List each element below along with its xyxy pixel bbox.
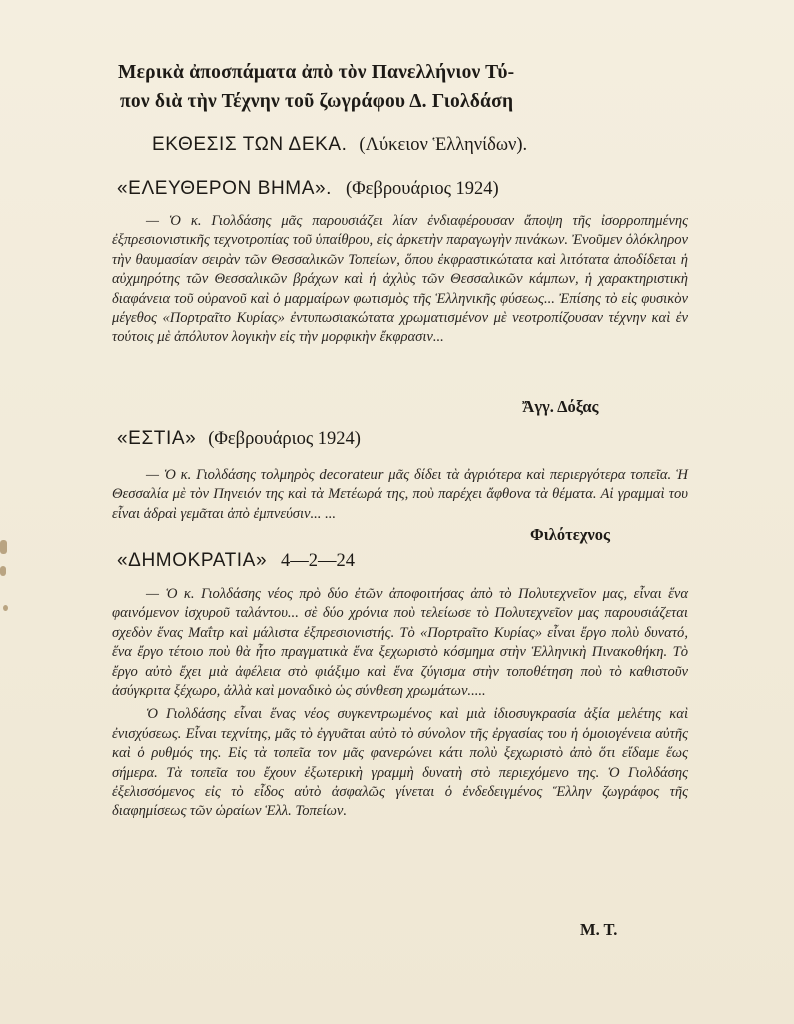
title-line-2: πον διὰ τὴν Τέχνην τοῦ ζωγράφου Δ. Γιολδάση bbox=[120, 91, 514, 112]
section-source: «ΔΗΜΟΚΡΑΤΙΑ» bbox=[117, 550, 268, 571]
section-heading bbox=[117, 428, 361, 450]
title-line-1: Μερικὰ ἀποσπάματα ἀπὸ τὸν Πανελλήνιον Τύ- bbox=[118, 62, 515, 83]
paragraph: — Ὁ κ. Γιολδάσης μᾶς παρουσιάζει λίαν ἐνδιαφέρουσαν ἄποψη τῆς ἰσορροπημένης ἐξπρεσιονιστικῆς τεχνοτροπίας τοῦ ὑπαίθρου, εἰς ἀρκετὴν παραγωγὴν πινάκων. Ἐνοῦμεν ὁλόκληρον τὴν θαυμασίαν σειρὰν τῶν Θεσσαλικῶν Τοπείων, ὅπου ἐκφραστικώτατα καὶ λιτότατα ἀποδίδεται ἡ αὐχμηρότης τῶν Θεσσαλικῶν βράχων καὶ ἡ ἀχλὺς τῶν Θεσσαλικῶν κάμπων, ἡ χαρακτηριστικὴ διαφάνεια τοῦ οὐρανοῦ καὶ ὁ μαρμαίρων φωτισμὸς τῆς Ἑλληνικῆς φύσεως... Ἐπίσης τὸ εἰς φυσικὸν μέγεθος «Πορτραῖτο Κυρίας» ἐντυπωσιακώτατα χρωματισμένον μὲ νεοτροπίζουσαν τέχνην καὶ ἐν τούτοις μὲ ἀπόλυτον λογικὴν εἰς τὴν μορφικὴν ἔκφρασιν... bbox=[112, 213, 688, 346]
section-date: (Φεβρουάριος 1924) bbox=[345, 179, 499, 199]
paragraph: — Ὁ κ. Γιολδάσης νέος πρὸ δύο ἐτῶν ἀποφοιτήσας ἀπὸ τὸ Πολυτεχνεῖον μας, εἶναι ἕνα φαινόμενον ἰσχυροῦ ταλάντου... σὲ δύο χρόνια ποὺ τελείωσε τὸ Πολυτεχνεῖον μας παρουσιάζεται σχεδὸν ἕνας Μαΐτρ καὶ μάλιστα ἐξπρεσιονιστής. Τὸ «Πορτραῖτο Κυρίας» εἶναι ἔργο πολὺ δυνατό, ἕνα ἔργο τέτοιο ποὺ θὰ ἦτο πραγματικὰ ἕνα ξεχωριστὸ κόσμημα στὴν Ἑλληνικὴ Πινακοθήκη. Τὸ ἔργο αὐτὸ ἔχει μιὰ ἀφέλεια στὸ φιάξιμο καὶ ἕνα ζύγισμα στὴν τοποθέτηση ποὺ τὸ καθιστοῦν ἀσύγκριτα ξέχωρο, ἀλλὰ καὶ μοναδικὸ ὡς σύνθεση χρωμάτων..... bbox=[112, 586, 688, 700]
section-date: (Φεβρουάριος 1924) bbox=[208, 429, 361, 449]
paper-stain bbox=[0, 566, 6, 576]
paper-stain bbox=[3, 605, 8, 611]
exhibition-heading bbox=[152, 134, 527, 156]
signature: Φιλότεχνος bbox=[530, 525, 611, 544]
paragraph: Ὁ Γιολδάσης εἶναι ἕνας νέος συγκεντρωμένος καὶ μιὰ ἰδιοσυγκρασία ἀξία μελέτης καὶ ἐνισχύσεως. Εἶναι τεχνίτης, μᾶς τὸ ἐγγυᾶται αὐτὸ τὸ σύνολον τῆς ἐργασίας του ἡ ὁμοιογένεια αὐτῆς καὶ ὁ ρυθμός της. Εἰς τὰ τοπεῖα τον μᾶς φανερώνει κάτι πολὺ ξεχωριστὸ ἀπὸ ὅτι εἴδαμε ἕως σήμερα. Τὰ τοπεῖα του ἔχουν ἐξωτερικὴ γραμμὴ δυνατὴ στὸ περιεχόμενο της. Ὁ Γιολδάσης ἐξελισσόμενος εἰς τὸ εἶδος αὐτὸ ἀσφαλῶς γίνεται ὁ ἐνδεδειγμένος Ἕλλην ζωγράφος τῆς διαφημίσεως τῶν ὡραίων Ἑλλ. Τοπείων. bbox=[112, 706, 688, 820]
section-heading bbox=[117, 178, 499, 200]
exhibition-venue: (Λύκειον Ἑλληνίδων). bbox=[359, 135, 528, 155]
paper-stain bbox=[0, 540, 7, 554]
section-body bbox=[112, 466, 688, 524]
exhibition-title: ΕΚΘΕΣΙΣ ΤΩΝ ΔΕΚΑ. bbox=[152, 134, 348, 155]
signature: Μ. Τ. bbox=[580, 920, 618, 939]
section-source: «ΕΣΤΙΑ» bbox=[117, 428, 197, 449]
section-date: 4—2—24 bbox=[281, 551, 355, 571]
section-heading bbox=[117, 550, 355, 572]
paragraph: — Ὁ κ. Γιολδάσης τολμηρὸς decorateur μᾶς δίδει τὰ ἀγριότερα καὶ περιεργότερα τοπεῖα. Ἡ Θεσσαλία μὲ τὸν Πηνειόν της καὶ τὰ Μετέωρά της, ποὺ παρέχει ἄφθονα τὰ θέματα. Αἱ γραμμαὶ του εἶναι ἁδραὶ γεμᾶται ἀπὸ ἐμπνεύσιν... ... bbox=[112, 467, 688, 522]
section-body bbox=[112, 585, 688, 822]
signature: Ἄγγ. Δόξας bbox=[522, 397, 599, 416]
section-source: «ΕΛΕΥΘΕΡΟΝ ΒΗΜΑ». bbox=[117, 178, 333, 199]
document-title bbox=[118, 58, 618, 116]
section-body bbox=[112, 212, 688, 348]
